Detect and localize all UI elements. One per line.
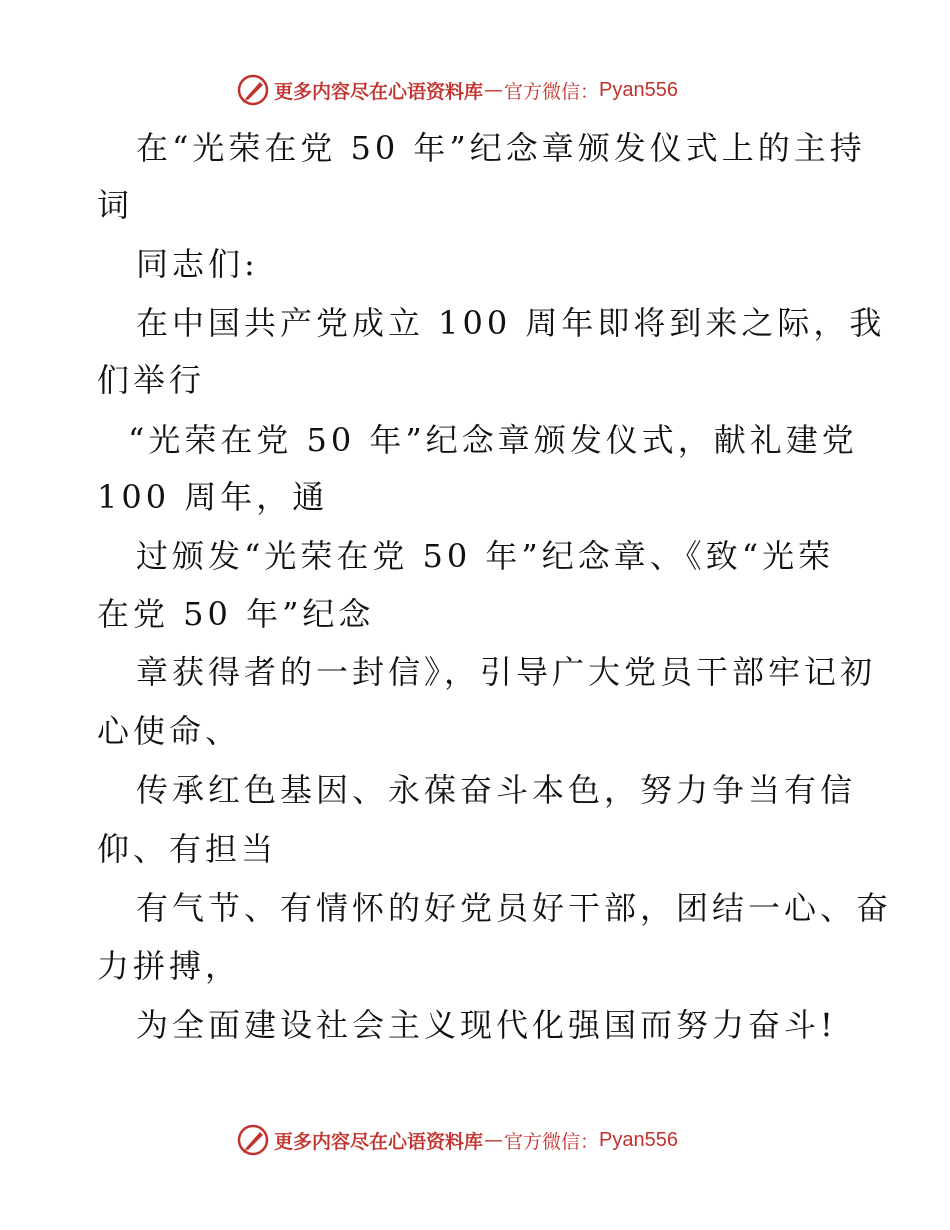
body-line: 为全面建设社会主义现代化强国而努力奋斗! <box>136 1006 837 1044</box>
body-line: 们举行 <box>97 361 206 399</box>
watermark-label: 官方微信： <box>504 80 600 103</box>
quill-pen-logo-icon <box>236 1123 270 1157</box>
salutation: 同志们: <box>136 245 259 283</box>
body-line: 过颁发“光荣在党 50 年”纪念章、《致“光荣 <box>136 537 835 575</box>
watermark-wechat-id: Pyan556 <box>599 78 678 101</box>
watermark-dash: — <box>484 1129 504 1151</box>
body-line: 仰、有担当 <box>97 830 278 868</box>
body-line: 在党 50 年”纪念 <box>97 595 375 633</box>
body-line: “光荣在党 50 年”纪念章颁发仪式，献礼建党 <box>128 421 858 459</box>
watermark-brand: 更多内容尽在心语资料库 <box>274 80 484 103</box>
document-title-line-2: 词 <box>97 186 134 224</box>
watermark-brand: 更多内容尽在心语资料库 <box>274 1130 484 1153</box>
watermark-header <box>236 73 678 107</box>
document-title-line-1: 在“光荣在党 50 年”纪念章颁发仪式上的主持 <box>136 129 866 167</box>
body-line: 100 周年，通 <box>97 478 329 516</box>
watermark-label: 官方微信： <box>504 1130 600 1153</box>
watermark-wechat-id: Pyan556 <box>599 1128 678 1151</box>
body-line: 在中国共产党成立 100 周年即将到来之际，我 <box>136 304 886 342</box>
body-line: 心使命、 <box>97 712 242 750</box>
quill-pen-logo-icon <box>236 73 270 107</box>
body-line: 力拼搏， <box>97 947 242 985</box>
body-line: 章获得者的一封信》，引导广大党员干部牢记初 <box>136 653 877 691</box>
body-line: 传承红色基因、永葆奋斗本色，努力争当有信 <box>136 771 857 809</box>
body-line: 有气节、有情怀的好党员好干部，团结一心、奋 <box>136 889 893 927</box>
watermark-dash: — <box>484 79 504 101</box>
watermark-footer <box>236 1123 678 1157</box>
